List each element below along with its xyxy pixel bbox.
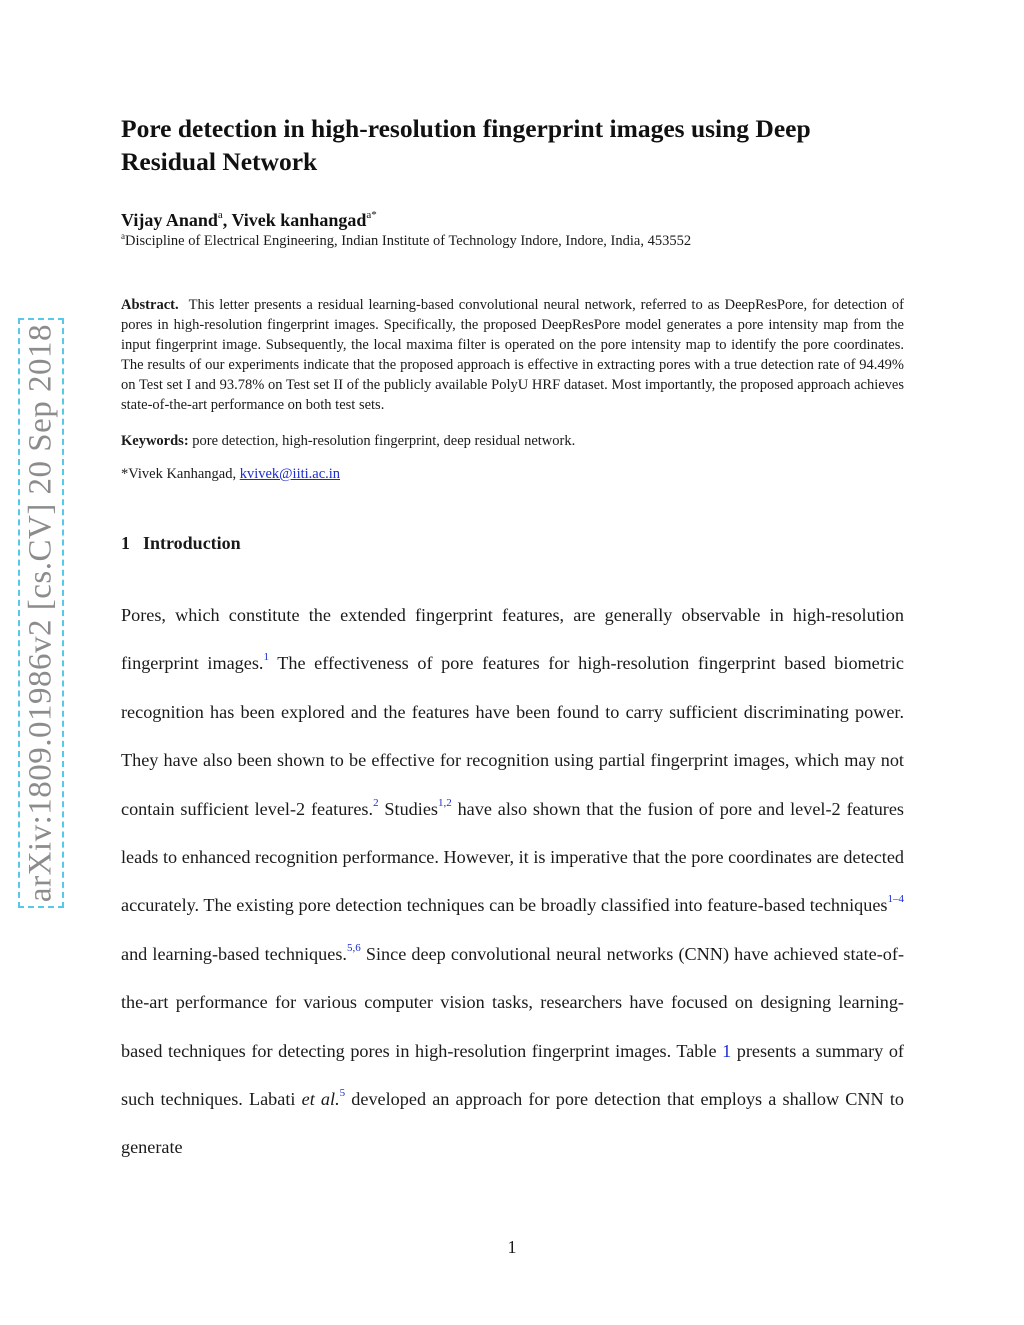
intro-text-run: Since deep convolutional neural networks (CNN) have achieved state-of-the-art performance for various computer vision tasks, researchers have focused on designing learning-based techniques for detecting pores in high-resolution fingerprint images. Table <box>121 943 905 1061</box>
section-title: Introduction <box>143 533 241 553</box>
section-heading <box>121 531 911 555</box>
keywords-heading: Keywords: <box>121 433 189 449</box>
affiliation-marker: a <box>121 231 125 241</box>
keywords-text: pore detection, high-resolution fingerprint, deep residual network. <box>188 433 576 449</box>
email-link[interactable]: kvivek@iiti.ac.in <box>239 466 341 482</box>
intro-text-run: Pores, which constitute the extended fingerprint features, are generally observable in high-resolution fingerprint images. <box>121 605 904 674</box>
author-affiliation-marker: a <box>217 209 223 221</box>
emphasis-text: et al. <box>301 1089 340 1110</box>
author-list <box>121 209 911 231</box>
intro-text-run: presents a summary of such techniques. Labati <box>121 1040 904 1110</box>
author-separator: , <box>222 210 232 230</box>
table-reference-link[interactable]: 1 <box>722 1040 732 1061</box>
abstract-text: This letter presents a residual learning-based convolutional neural network, referred to as DeepResPore, for detection of pores in high-resolution fingerprint images. Specifically, the proposed DeepResPore model generates a pore intensity map from the input fingerprint image. Subsequently, the local maxima filter is operated on the pore intensity map to identify the pore coordinates. The results of our experiments indicate that the proposed approach is effective in extracting pores with a true detection rate of 94.49% on Test set I and 93.78% on Test set II of the publicly available PolyU HRF dataset. Most importantly, the proposed approach achieves state-of-the-art performance on both test sets. <box>121 297 904 413</box>
affiliation-text: Discipline of Electrical Engineering, Indian Institute of Technology Indore, Indore, India, 453552 <box>125 233 692 249</box>
citation-link[interactable]: 1 <box>263 651 269 664</box>
citation-link[interactable]: 5,6 <box>346 941 361 954</box>
arxiv-stamp <box>18 318 64 908</box>
citation-link[interactable]: 1–4 <box>887 893 904 906</box>
author-name: Vivek kanhangad <box>231 210 367 230</box>
section-number: 1 <box>121 533 130 553</box>
affiliation <box>121 232 911 251</box>
corresponding-author <box>121 464 911 484</box>
page-number: 1 <box>507 1237 517 1257</box>
introduction-paragraph <box>121 591 904 1172</box>
arxiv-identifier: arXiv:1809.01986v2 [cs.CV] 20 Sep 2018 <box>22 323 59 903</box>
citation-link[interactable]: 2 <box>373 796 379 809</box>
intro-text-run: have also shown that the fusion of pore and level-2 features leads to enhanced recognition performance. However, it is imperative that the pore coordinates are detected accurately. The existing pore detection techniques can be broadly classified into feature-based techniques <box>121 798 905 916</box>
author-name: Vijay Anand <box>121 210 218 230</box>
intro-text-run: Studies <box>378 798 438 819</box>
citation-link[interactable]: 5 <box>339 1087 346 1100</box>
contact-name: *Vivek Kanhangad, <box>121 466 240 482</box>
citation-link[interactable]: 1,2 <box>437 796 452 809</box>
intro-text-run: The effectiveness of pore features for high-resolution fingerprint based biometric recognition has been explored and the features have been found to carry sufficient discriminating power. They have also been shown to be effective for recognition using partial fingerprint images, which may not contain sufficient level-2 features. <box>121 653 904 819</box>
intro-text-run: and learning-based techniques. <box>121 943 347 964</box>
abstract-heading: Abstract. <box>121 297 179 313</box>
abstract <box>121 295 904 415</box>
author-affiliation-marker: a* <box>366 209 377 221</box>
paper-title: Pore detection in high-resolution fingerprint images using Deep Residual Network <box>121 114 811 176</box>
intro-text-run: developed an approach for pore detection that employs a shallow CNN to generate <box>121 1089 904 1158</box>
keywords <box>121 431 911 451</box>
page-content <box>121 112 911 1190</box>
